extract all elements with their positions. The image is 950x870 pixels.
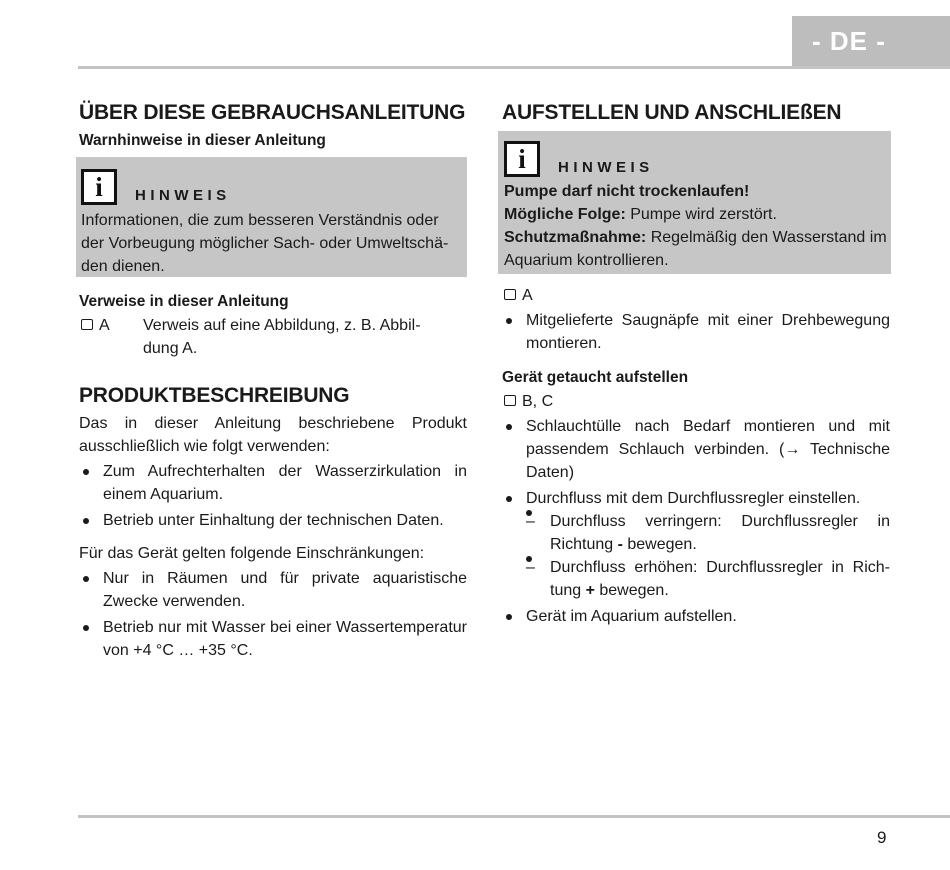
notice-text: Informationen, die zum besseren Verständnis oder der Vorbeugung möglicher Sach- oder Umweltschäden dienen. bbox=[81, 212, 449, 275]
language-tab: - DE - bbox=[792, 16, 950, 66]
list-item: Mitgelieferte Saugnäpfe mit einer Drehbewegung montieren. bbox=[502, 309, 890, 355]
sub-list-item: – Durchfluss erhöhen: Durchflussregler in Richtung + bewegen. bbox=[526, 556, 890, 602]
footer-rule bbox=[78, 815, 950, 818]
pump-notice-box bbox=[498, 131, 891, 274]
page-number: 9 bbox=[877, 828, 887, 847]
figure-box-icon bbox=[504, 395, 516, 406]
product-uses-list bbox=[79, 460, 467, 532]
figure-reference-text: Verweis auf eine Abbildung, z. B. Abbildung A. bbox=[143, 317, 421, 357]
notice-measure: Schutzmaßnahme: Regelmäßig den Wasserstand im Aquarium kontrollieren. bbox=[504, 229, 887, 269]
setup-heading: AUFSTELLEN UND ANSCHLIEßEN bbox=[502, 101, 842, 124]
info-notice-box bbox=[76, 157, 467, 277]
list-item: Betrieb unter Einhaltung der technischen Daten. bbox=[79, 509, 467, 532]
product-intro: Das in dieser Anleitung beschriebene Produkt ausschließlich wie folgt verwenden: bbox=[79, 415, 467, 455]
flow-sub-steps bbox=[526, 510, 890, 602]
submerged-subheading: Gerät getaucht aufstellen bbox=[502, 369, 689, 386]
figure-box-icon bbox=[504, 289, 516, 300]
notice-warning: Pumpe darf nicht trockenlaufen! bbox=[504, 183, 750, 200]
warnings-subheading: Warnhinweise in dieser Anleitung bbox=[79, 132, 326, 149]
notice-header bbox=[79, 161, 467, 205]
header-rule bbox=[78, 66, 950, 69]
list-item: Betrieb nur mit Wasser bei einer Wassertemperatur von +4 °C … +35 °C. bbox=[79, 616, 467, 662]
submerged-steps bbox=[502, 415, 890, 628]
product-description-heading: PRODUKTBESCHREIBUNG bbox=[79, 384, 350, 407]
list-item bbox=[502, 487, 890, 602]
list-item: Zum Aufrechterhalten der Wasserzirkulation in einem Aquarium. bbox=[79, 460, 467, 506]
info-icon: i bbox=[504, 141, 540, 177]
figure-reference-bc bbox=[502, 390, 890, 413]
plus-sign: + bbox=[585, 582, 595, 599]
notice-consequence: Mögliche Folge: Pumpe wird zerstört. bbox=[504, 206, 777, 223]
notice-label: HINWEIS bbox=[558, 159, 654, 176]
restrictions-list bbox=[79, 567, 467, 662]
notice-label: HINWEIS bbox=[135, 187, 231, 204]
figure-key: B, C bbox=[522, 393, 554, 410]
info-icon: i bbox=[81, 169, 117, 205]
figure-reference-row bbox=[79, 314, 467, 360]
mount-steps bbox=[502, 309, 890, 355]
minus-sign: - bbox=[617, 536, 623, 553]
figure-reference-a bbox=[502, 284, 890, 307]
about-manual-heading: ÜBER DIESE GEBRAUCHSANLEITUNG bbox=[79, 101, 466, 124]
figure-box-icon bbox=[81, 319, 93, 330]
list-item: Nur in Räumen und für private aquaristische Zwecke verwenden. bbox=[79, 567, 467, 613]
figure-key: A bbox=[522, 287, 533, 304]
references-subheading: Verweise in dieser Anleitung bbox=[79, 293, 289, 310]
notice-header bbox=[502, 133, 891, 177]
figure-key: A bbox=[99, 317, 110, 334]
right-column bbox=[502, 98, 890, 628]
sub-list-item: – Durchfluss verringern: Durchflussregler in Richtung - bewegen. bbox=[526, 510, 890, 556]
list-item: Schlauchtülle nach Bedarf montieren und mit passendem Schlauch verbinden. (→ Technische Daten) bbox=[502, 415, 890, 484]
restrictions-intro: Für das Gerät gelten folgende Einschränkungen: bbox=[79, 545, 425, 562]
list-item: Gerät im Aquarium aufstellen. bbox=[502, 605, 890, 628]
flow-step-text: Durchfluss mit dem Durchflussregler einstellen. bbox=[526, 490, 861, 507]
left-column bbox=[79, 98, 467, 662]
